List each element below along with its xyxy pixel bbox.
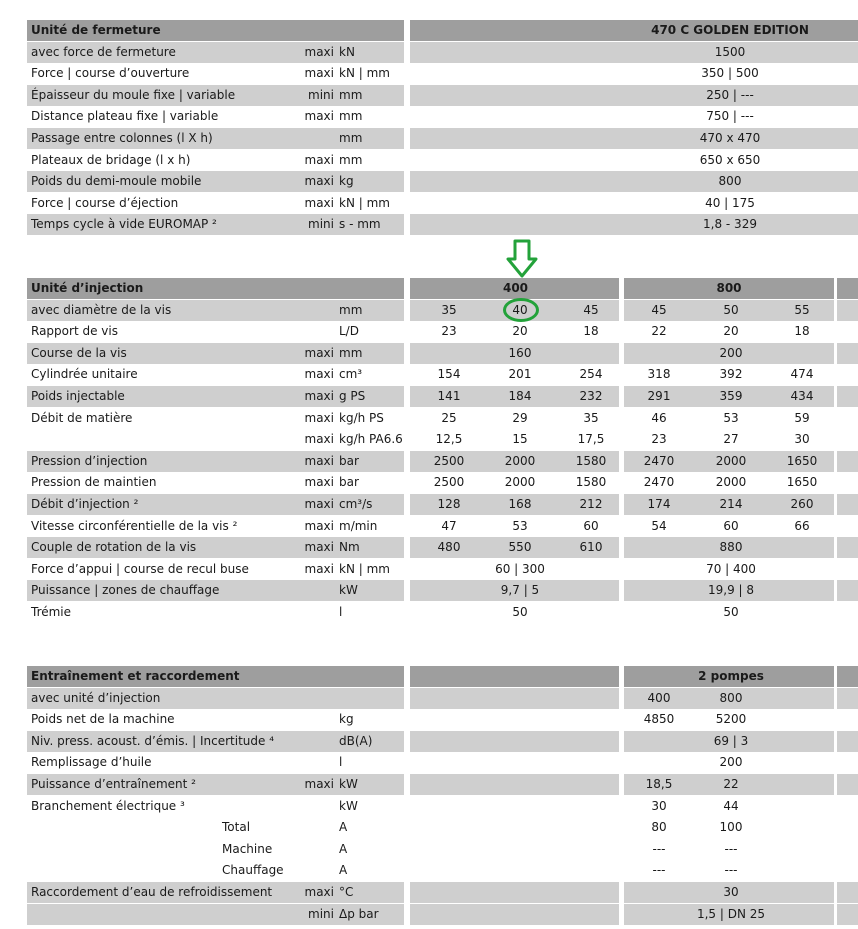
row-value: 750 | --- [706, 109, 754, 124]
row-label: Branchement électrique ³ [31, 798, 185, 813]
row-unit: l [339, 605, 343, 619]
cell-value: 53 [723, 410, 739, 425]
row-unit: dB(A) [339, 733, 373, 748]
row-band [837, 774, 858, 795]
cell-value: 35 [441, 302, 457, 317]
row-label: Poids injectable [31, 389, 125, 403]
row-label: Couple de rotation de la vis [31, 540, 197, 555]
cell-value: 45 [651, 302, 667, 317]
down-arrow-icon [505, 239, 539, 279]
row-unit: cm³/s [339, 497, 373, 511]
row-unit: °C [339, 885, 354, 899]
cell-value: 27 [723, 432, 739, 447]
row-qualifier: maxi [304, 432, 334, 447]
row-qualifier: maxi [304, 345, 334, 360]
row-band [837, 666, 858, 687]
cell-value: 60 | 300 [495, 561, 545, 576]
row-value: 350 | 500 [701, 66, 759, 81]
cell-value: 60 [583, 518, 599, 533]
row-unit: kW [339, 798, 358, 813]
cell-value: 70 | 400 [706, 561, 756, 576]
cell-value: 9,7 | 5 [500, 583, 540, 598]
row-qualifier: maxi [304, 66, 334, 81]
cell-value: 22 [651, 324, 667, 339]
cell-value: 880 [719, 540, 743, 555]
cell-value: 214 [719, 497, 743, 511]
row-unit: bar [339, 475, 359, 490]
row-unit: kg/h PS [339, 410, 384, 425]
row-qualifier: maxi [304, 540, 334, 555]
row-label: Vitesse circonférentielle de la vis ² [31, 518, 238, 533]
cell-value: 212 [579, 497, 603, 511]
group-400: 400 [502, 281, 529, 295]
row-label: Niv. press. acoust. d’émis. | Incertitude ⁴ [31, 733, 275, 748]
row-qualifier: maxi [304, 410, 334, 425]
row-band [410, 904, 619, 925]
row-unit: kW [339, 777, 358, 791]
row-qualifier: maxi [304, 367, 334, 382]
cell-value: 434 [790, 389, 814, 403]
row-band [837, 300, 858, 321]
row-qualifier: maxi [304, 389, 334, 403]
row-band [837, 904, 858, 925]
cell-value: --- [652, 863, 666, 878]
row-band [837, 278, 858, 299]
cell-value: 12,5 [435, 432, 463, 447]
cell-value: 18 [583, 324, 599, 339]
cell-value: 128 [437, 497, 461, 511]
row-qualifier: maxi [304, 561, 334, 576]
model-title: 470 C GOLDEN EDITION [651, 23, 809, 37]
row-band [837, 494, 858, 515]
highlight-circle [503, 298, 539, 322]
row-unit: bar [339, 453, 359, 468]
row-label: Pression d’injection [31, 453, 148, 468]
cell-value: 1650 [786, 475, 818, 490]
cell-value: 18 [794, 324, 810, 339]
row-value: 650 x 650 [699, 152, 761, 167]
cell-value: 53 [512, 518, 528, 533]
row-unit: l [339, 755, 343, 770]
cell-value: 47 [441, 518, 457, 533]
row-label: Course de la vis [31, 345, 127, 360]
row-label: Trémie [31, 605, 72, 619]
row-band [837, 386, 858, 407]
cell-value: 184 [508, 389, 532, 403]
row-band [410, 688, 619, 709]
row-unit: A [339, 820, 348, 835]
row-unit: kg/h PA6.6 [339, 432, 403, 447]
row-unit: A [339, 841, 348, 856]
row-unit: kN | mm [339, 195, 390, 210]
cell-value: 35 [583, 410, 599, 425]
row-band [837, 343, 858, 364]
cell-value: 254 [579, 367, 603, 382]
cell-value: 141 [437, 389, 461, 403]
cell-value: 23 [651, 432, 667, 447]
cell-value: 50 [512, 605, 528, 619]
cell-value: 19,9 | 8 [707, 583, 755, 598]
row-label: Débit de matière [31, 410, 133, 425]
cell-value: 1,5 | DN 25 [696, 906, 766, 921]
cell-value: 2000 [504, 475, 536, 490]
group-800: 800 [716, 281, 742, 295]
row-qualifier: maxi [304, 195, 334, 210]
row-unit: cm³ [339, 367, 363, 382]
row-band [410, 666, 619, 687]
cell-value: 174 [647, 497, 671, 511]
row-value: 800 [718, 174, 742, 189]
drive-header: Entraînement et raccordement [31, 669, 240, 683]
row-qualifier: maxi [304, 518, 334, 533]
row-band [837, 882, 858, 903]
row-label: Force | course d’ouverture [31, 66, 190, 81]
cell-value: 30 [651, 798, 667, 813]
row-qualifier: maxi [304, 885, 334, 899]
row-label: Épaisseur du moule fixe | variable [31, 87, 236, 102]
row-band [837, 580, 858, 601]
cell-value: 66 [794, 518, 810, 533]
cell-value: 160 [508, 345, 532, 360]
cell-value: 20 [723, 324, 739, 339]
cell-value: 50 [723, 302, 739, 317]
row-unit: mm [339, 109, 363, 124]
row-unit: Δp bar [339, 906, 379, 921]
row-value: 1,8 - 329 [703, 217, 757, 232]
row-label: Force | course d’éjection [31, 195, 179, 210]
row-label: Pression de maintien [31, 475, 157, 490]
cell-value: 30 [723, 885, 739, 899]
cell-value: 2000 [715, 475, 747, 490]
row-qualifier: mini [308, 87, 334, 102]
row-value: 470 x 470 [699, 131, 761, 145]
cell-value: 5200 [715, 712, 747, 727]
row-qualifier: maxi [304, 44, 334, 59]
cell-value: 44 [723, 798, 739, 813]
cell-value: 400 [647, 690, 671, 705]
row-label: Puissance d’entraînement ² [31, 777, 196, 791]
row-label: Distance plateau fixe | variable [31, 109, 219, 124]
row-unit: A [339, 863, 348, 878]
cell-value: 200 [719, 345, 743, 360]
row-unit: L/D [339, 324, 359, 339]
row-label: avec force de fermeture [31, 44, 176, 59]
row-label: avec unité d’injection [31, 690, 161, 705]
row-qualifier: maxi [304, 109, 334, 124]
row-unit: mm [339, 302, 363, 317]
row-unit: kN [339, 44, 355, 59]
row-value: 1500 [714, 44, 746, 59]
pumps-title: 2 pompes [698, 669, 764, 683]
row-unit: kN | mm [339, 561, 390, 576]
row-label: Raccordement d’eau de refroidissement [31, 885, 273, 899]
cell-value: 46 [651, 410, 667, 425]
row-qualifier: maxi [304, 475, 334, 490]
row-band [837, 537, 858, 558]
row-qualifier: maxi [304, 174, 334, 189]
cell-value: 800 [719, 690, 743, 705]
cell-value: 15 [512, 432, 528, 447]
cell-value: 60 [723, 518, 739, 533]
cell-value: 55 [794, 302, 810, 317]
cell-value: 100 [719, 820, 743, 835]
row-sublabel: Chauffage [222, 863, 284, 878]
row-sublabel: Machine [222, 841, 273, 856]
cell-value: 168 [508, 497, 532, 511]
cell-value: 2000 [715, 453, 747, 468]
row-qualifier: maxi [304, 777, 334, 791]
cell-value: 59 [794, 410, 810, 425]
row-label: Débit d’injection ² [31, 497, 139, 511]
row-band [410, 882, 619, 903]
injection-header: Unité d’injection [31, 281, 144, 295]
row-value: 250 | --- [706, 87, 754, 102]
row-qualifier: maxi [304, 453, 334, 468]
cell-value: 1580 [575, 453, 607, 468]
cell-value: --- [724, 841, 738, 856]
cell-value: 154 [437, 367, 461, 382]
cell-value: 40 [512, 302, 528, 317]
row-unit: m/min [339, 518, 378, 533]
cell-value: 232 [579, 389, 603, 403]
row-sublabel: Total [222, 820, 251, 835]
row-label: Temps cycle à vide EUROMAP ² [31, 217, 217, 232]
cell-value: 50 [723, 605, 739, 619]
row-label: Passage entre colonnes (l X h) [31, 131, 213, 145]
row-band [410, 774, 619, 795]
cell-value: 610 [579, 540, 603, 555]
row-unit: Nm [339, 540, 360, 555]
row-unit: kW [339, 583, 358, 598]
cell-value: 480 [437, 540, 461, 555]
cell-value: 291 [647, 389, 671, 403]
row-label: Poids du demi-moule mobile [31, 174, 202, 189]
cell-value: 2470 [643, 453, 675, 468]
row-label: Cylindrée unitaire [31, 367, 138, 382]
row-label: Plateaux de bridage (l x h) [31, 152, 191, 167]
row-unit: kg [339, 174, 354, 189]
cell-value: 200 [719, 755, 743, 770]
cell-value: 2500 [433, 475, 465, 490]
row-band [837, 731, 858, 752]
cell-value: 359 [719, 389, 743, 403]
row-qualifier: mini [308, 217, 334, 232]
row-unit: s - mm [339, 217, 381, 232]
cell-value: 201 [508, 367, 532, 382]
row-label: Rapport de vis [31, 324, 118, 339]
cell-value: 23 [441, 324, 457, 339]
row-unit: kN | mm [339, 66, 390, 81]
row-qualifier: maxi [304, 152, 334, 167]
cell-value: 260 [790, 497, 814, 511]
closing-header: Unité de fermeture [31, 23, 161, 37]
row-unit: g PS [339, 389, 366, 403]
cell-value: 392 [719, 367, 743, 382]
row-label: Puissance | zones de chauffage [31, 583, 220, 598]
cell-value: 45 [583, 302, 599, 317]
row-unit: mm [339, 345, 363, 360]
cell-value: 80 [651, 820, 667, 835]
cell-value: 2500 [433, 453, 465, 468]
row-qualifier: mini [308, 906, 334, 921]
row-band [837, 451, 858, 472]
cell-value: 550 [508, 540, 532, 555]
row-label: Poids net de la machine [31, 712, 175, 727]
cell-value: 1580 [575, 475, 607, 490]
row-label: Remplissage d’huile [31, 755, 152, 770]
cell-value: 17,5 [577, 432, 605, 447]
row-qualifier: maxi [304, 497, 334, 511]
cell-value: 25 [441, 410, 457, 425]
cell-value: 474 [790, 367, 814, 382]
row-label: avec diamètre de la vis [31, 302, 172, 317]
cell-value: 2470 [643, 475, 675, 490]
cell-value: --- [724, 863, 738, 878]
row-value: 40 | 175 [705, 195, 755, 210]
cell-value: --- [652, 841, 666, 856]
row-unit: mm [339, 152, 363, 167]
cell-value: 4850 [643, 712, 675, 727]
cell-value: 30 [794, 432, 810, 447]
cell-value: 318 [647, 367, 671, 382]
row-label: Force d’appui | course de recul buse [31, 561, 249, 576]
cell-value: 2000 [504, 453, 536, 468]
cell-value: 54 [651, 518, 667, 533]
cell-value: 20 [512, 324, 528, 339]
row-band [837, 688, 858, 709]
cell-value: 22 [723, 777, 739, 791]
cell-value: 29 [512, 410, 528, 425]
cell-value: 1650 [786, 453, 818, 468]
row-unit: kg [339, 712, 354, 727]
cell-value: 69 | 3 [713, 733, 749, 748]
row-unit: mm [339, 87, 363, 102]
cell-value: 18,5 [645, 777, 673, 791]
row-unit: mm [339, 131, 363, 145]
row-band [410, 731, 619, 752]
